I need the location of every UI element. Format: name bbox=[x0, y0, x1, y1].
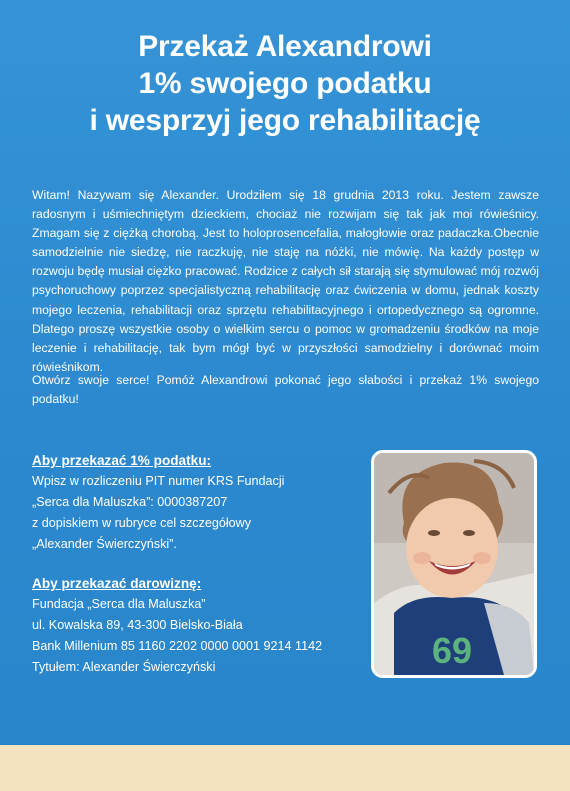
tax-line: z dopiskiem w rubryce cel szczegółowy bbox=[32, 516, 252, 530]
donation-section bbox=[32, 573, 367, 678]
donation-line: Fundacja „Serca dla Maluszka” bbox=[32, 597, 206, 611]
page-title bbox=[20, 28, 550, 139]
appeal-paragraph: Otwórz swoje serce! Pomóż Alexandrowi pokonać jego słabości i przekaż 1% swojego podatku! bbox=[32, 373, 539, 407]
child-photo bbox=[371, 450, 537, 678]
title-line-1: Przekaż Alexandrowi bbox=[138, 30, 432, 63]
donation-line: ul. Kowalska 89, 43-300 Bielsko-Biała bbox=[32, 618, 243, 632]
title-line-3: i wesprzyj jego rehabilitację bbox=[89, 104, 481, 137]
shirt-number: 69 bbox=[432, 630, 473, 671]
intro-paragraph: Witam! Nazywam się Alexander. Urodziłem się 18 grudnia 2013 roku. Jestem zawsze radosnym i uśmiechniętym dzieckiem, chociaż nie rozwijam się tak jak moi rówieśnicy. Zmagam się z ciężką chorobą. Jest to holoprosencefalia, małogłowie oraz padaczka.Obecnie samodzielnie nie siedzę, nie raczkuję, nie staję na nóżki, nie mówię. Na każdy postęp w rozwoju będę musiał ciężko pracować. Rodzice z całych sił starają się stymulować mój rozwój psychoruchowy poprzez specjalistyczną rehabilitację oraz ćwiczenia w domu, jednak koszty mojego leczenia, rehabilitacji oraz sprzętu rehabilitacyjnego i ortopedycznego są ogromne. Dlatego proszę wszystkie osoby o wielkim sercu o pomoc w gromadzeniu środków na moje leczenie i rehabilitację, tak bym mógł być w przyszłości samodzielny i dorównać moim rówieśnikom. bbox=[32, 188, 539, 374]
child-photo-illustration bbox=[374, 453, 534, 675]
title-line-2: 1% swojego podatku bbox=[138, 67, 432, 100]
donation-line: Tytułem: Alexander Świerczyński bbox=[32, 660, 216, 674]
tax-line: „Alexander Świerczyński”. bbox=[32, 537, 177, 551]
donation-section-heading: Aby przekazać darowiznę: bbox=[32, 576, 202, 591]
tax-section bbox=[32, 450, 367, 555]
tax-line: „Serca dla Maluszka”: 0000387207 bbox=[32, 495, 228, 509]
footer-band bbox=[0, 745, 570, 791]
tax-section-heading: Aby przekazać 1% podatku: bbox=[32, 453, 212, 468]
donation-line: Bank Millenium 85 1160 2202 0000 0001 9214 1142 bbox=[32, 639, 323, 653]
tax-line: Wpisz w rozliczeniu PIT numer KRS Fundacji bbox=[32, 474, 285, 488]
